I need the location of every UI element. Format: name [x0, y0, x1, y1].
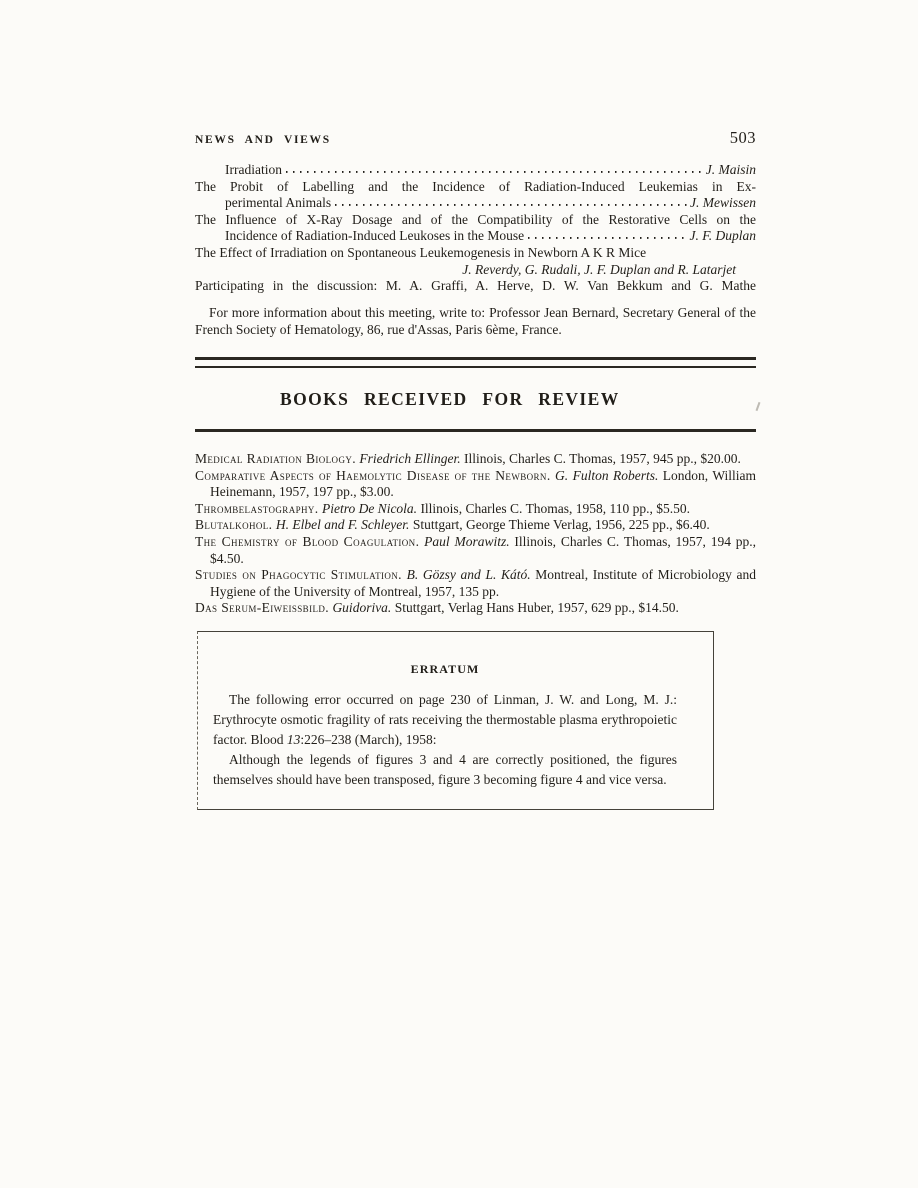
running-head [195, 128, 756, 148]
double-rule-divider [195, 357, 756, 368]
program-item [195, 162, 756, 179]
erratum-paragraph: Although the legends of figures 3 and 4 are correctly positioned, the figures themselves should have been transposed, figure 3 becoming figure 4 and vice versa. [213, 751, 677, 787]
erratum-title: ERRATUM [410, 661, 480, 676]
scan-artifact [756, 402, 761, 411]
erratum-text: :226–238 (March), 1958: [300, 731, 437, 747]
books-section-title: BOOKS RECEIVED FOR REVIEW [280, 389, 620, 410]
program-item [195, 228, 756, 245]
book-details: Montreal, Institute of Microbiology and Hygiene of the University of Montreal, 1957, 135 pp. [210, 567, 756, 599]
book-author: Guidoriva. [332, 600, 392, 616]
dot-leader [286, 162, 703, 174]
book-author: Friedrich Ellinger. [359, 450, 461, 466]
text-column [195, 0, 756, 810]
program-item-author: J. Maisin [705, 162, 756, 177]
program-item: The Influence of X-Ray Dosage and of the Compatibility of the Restorative Cells on the [195, 211, 756, 227]
program-item-authors-line: J. Reverdy, G. Rudali, J. F. Duplan and R. Latarjet [462, 261, 736, 277]
book-author: B. Gözsy and L. Kátó. [406, 567, 531, 583]
book-title: Thrombelastography. [195, 500, 319, 516]
single-rule-divider [195, 429, 756, 432]
book-title: Comparative Aspects of Haemolytic Disease of the Newborn. [195, 467, 551, 483]
book-entry [195, 501, 756, 518]
book-entry [195, 468, 756, 501]
book-title: Medical Radiation Biology. [195, 450, 357, 466]
book-details: Illinois, Charles C. Thomas, 1957, 945 pp., $20.00. [464, 450, 741, 466]
book-entry [195, 534, 756, 567]
erratum-paragraph [213, 690, 677, 750]
dot-leader [335, 195, 687, 207]
dot-leader [528, 228, 686, 240]
book-author: G. Fulton Roberts. [555, 467, 659, 483]
book-author: Pietro De Nicola. [321, 500, 418, 516]
program-item: The Effect of Irradiation on Spontaneous Leukemogenesis in Newborn A K R Mice [195, 244, 647, 260]
book-author: H. Elbel and F. Schleyer. [275, 517, 410, 533]
book-title: The Chemistry of Blood Coagulation. [195, 533, 420, 549]
book-entry [195, 567, 756, 600]
program-item-author: J. Mewissen [690, 195, 756, 211]
program-item-title: Irradiation [225, 162, 282, 177]
program-item-author: J. F. Duplan [689, 228, 756, 244]
books-received-list [195, 451, 756, 617]
book-details: Illinois, Charles C. Thomas, 1958, 110 pp., $5.50. [420, 500, 691, 516]
erratum-box [197, 631, 714, 810]
book-details: Illinois, Charles C. Thomas, 1957, 194 pp., $4.50. [210, 533, 756, 566]
book-title: Blutalkohol. [195, 517, 273, 533]
book-entry [195, 451, 756, 468]
program-item [195, 195, 756, 212]
program-item-title: Incidence of Radiation-Induced Leukoses in the Mouse [225, 228, 525, 244]
book-title: Das Serum-Eiweissbild. [195, 600, 330, 616]
program-discussion-line: Participating in the discussion: M. A. Graffi, A. Herve, D. W. Van Bekkum and G. Mathe [195, 278, 756, 294]
meeting-info-note: For more information about this meeting, write to: Professor Jean Bernard, Secretary General of the French Society of Hematology, 86, rue d'Assas, Paris 6ème, France. [195, 304, 756, 337]
book-entry [195, 517, 756, 534]
erratum-text: The following error occurred on page 230 of Linman, J. W. and Long, M. J.: Erythrocyte osmotic fragility of rats receiving the thermostable plasma erythropoietic factor. Blood [213, 691, 677, 747]
book-details: London, William Heinemann, 1957, 197 pp., $3.00. [210, 467, 757, 500]
page-number: 503 [729, 128, 756, 147]
program-item-title: perimental Animals [225, 195, 332, 211]
book-entry [195, 600, 756, 617]
program-item: The Probit of Labelling and the Incidence of Radiation-Induced Leukemias in Ex- [195, 178, 756, 194]
book-author: Paul Morawitz. [424, 533, 510, 549]
book-title: Studies on Phagocytic Stimulation. [195, 567, 402, 583]
section-running-title: NEWS AND VIEWS [195, 134, 331, 146]
book-details: Stuttgart, Verlag Hans Huber, 1957, 629 pp., $14.50. [394, 600, 679, 616]
book-details: Stuttgart, George Thieme Verlag, 1956, 225 pp., $6.40. [412, 517, 710, 533]
erratum-volume-number: 13 [286, 731, 301, 747]
meeting-program-list [195, 162, 756, 295]
